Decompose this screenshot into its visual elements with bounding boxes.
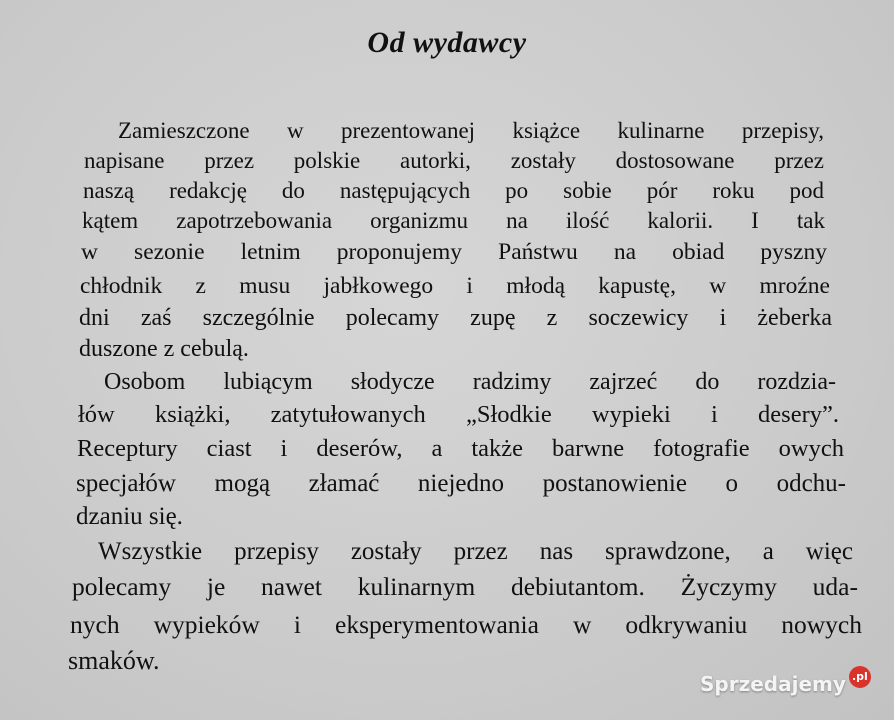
text-line: polecamy je nawet kulinarnym debiutantom. Życzymy uda-: [72, 572, 858, 601]
text-line: w sezonie letnim proponujemy Państwu na obiad pyszny: [81, 239, 827, 265]
text-line: nych wypieków i eksperymentowania w odkrywaniu nowych: [70, 610, 862, 639]
text-line: dzaniu się.: [76, 503, 183, 530]
text-line: Zamieszczone w prezentowanej książce kulinarne przepisy,: [118, 118, 824, 143]
watermark-logo: [700, 672, 871, 696]
page-title: Od wydawcy: [367, 26, 527, 59]
text-line: specjałów mogą złamać niejedno postanowienie o odchu-: [76, 470, 846, 497]
watermark-tld: .pl: [849, 666, 871, 688]
text-line: łów książki, zatytułowanych „Słodkie wypieki i desery”.: [78, 401, 839, 428]
text-line: Receptury ciast i deserów, a także barwne fotografie owych: [77, 435, 844, 462]
text-line: chłodnik z musu jabłkowego i młodą kapustę, w mroźne: [80, 273, 830, 299]
text-line: naszą redakcję do następujących po sobie pór roku pod: [83, 178, 824, 203]
text-line: kątem zapotrzebowania organizmu na ilość kalorii. I tak: [82, 208, 825, 233]
text-line: Wszystkie przepisy zostały przez nas sprawdzone, a więc: [98, 538, 853, 565]
text-line: napisane przez polskie autorki, zostały dostosowane przez: [84, 148, 824, 173]
watermark-name: Sprzedajemy: [700, 672, 846, 696]
text-line: smaków.: [68, 646, 160, 675]
text-line: dni zaś szczególnie polecamy zupę z soczewicy i żeberka: [79, 305, 832, 331]
text-line: Osobom lubiącym słodycze radzimy zajrzeć do rozdzia-: [104, 369, 836, 395]
text-line: duszone z cebulą.: [79, 336, 249, 362]
